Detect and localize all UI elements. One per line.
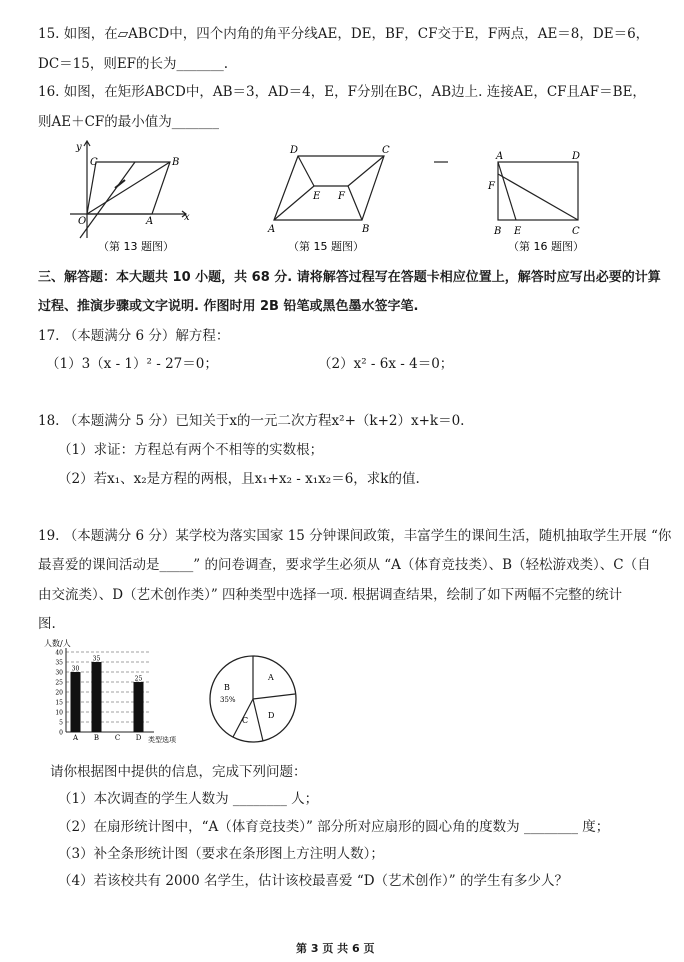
pie-label-b: B (224, 683, 230, 692)
bar-chart-xlabel: 类型选项 (148, 736, 176, 744)
bar-ytick-label: 40 (55, 649, 63, 657)
section3-line1: 三、解答题：本大题共 10 小题，共 68 分. 请将解答过程写在答题卡相应位置上，解答时应写出必要的计算 (38, 270, 661, 285)
fig16-diagram (434, 162, 578, 220)
pie-label-c: C (242, 716, 249, 725)
fig16-label-c: C (572, 226, 580, 237)
bar-ytick-label: 0 (59, 729, 63, 737)
bar-d (134, 682, 144, 732)
pie-annotation-b: 35% (220, 696, 236, 704)
pie-chart (206, 652, 302, 748)
q15-line2: DC＝15，则EF的长为_______. (38, 56, 229, 72)
fig16-caption: （第 16 题图） (508, 240, 584, 253)
fig15-label-a: A (268, 224, 276, 235)
pie-divider-ad (253, 694, 295, 699)
fig13-caption: （第 13 题图） (98, 240, 174, 253)
fig13-label-x: x (184, 212, 190, 223)
q19-sub1: （1）本次调查的学生人数为 ________ 人； (58, 791, 319, 807)
fig15-label-d: D (290, 145, 299, 156)
bar-value-label-b: 35 (92, 655, 101, 663)
fig15-label-e: E (313, 191, 321, 202)
q15-line1: 15. 如图，在▱ABCD中，四个内角的角平分线AE，DE，BF，CF交于E，F两点，AE＝8，DE＝6， (38, 26, 650, 42)
q17-title: 17. （本题满分 6 分）解方程： (38, 328, 230, 344)
pie-divider-dc (253, 699, 263, 741)
q16-line2: 则AE＋CF的最小值为_______ (38, 114, 220, 130)
fig16-label-a: A (496, 151, 504, 162)
q18-title: 18. （本题满分 5 分）已知关于x的一元二次方程x²+（k+2）x+k＝0. (38, 413, 465, 429)
q19-sub2: （2）在扇形统计图中，“A（体育竞技类）” 部分所对应扇形的圆心角的度数为 ________ 度； (58, 819, 610, 835)
fig16-label-d: D (572, 151, 581, 162)
bar-ytick-label: 30 (55, 669, 63, 677)
fig13-label-b: B (172, 157, 180, 168)
bar-ytick-label: 5 (59, 719, 63, 727)
q17-part1: （1）3（x - 1）² - 27＝0； (46, 356, 218, 372)
bar-chart (44, 638, 194, 748)
q19-intro: 请你根据图中提供的信息，完成下列问题： (50, 764, 307, 780)
bar-a (71, 672, 81, 732)
fig13-diagram (70, 141, 186, 238)
bar-category-label-a: A (72, 734, 79, 742)
q16-line1: 16. 如图，在矩形ABCD中，AB＝3，AD＝4，E，F分别在BC，AB边上. 连接AE，CF且AF＝BE， (38, 84, 646, 100)
figures-row (60, 140, 660, 258)
page-footer: 第 3 页 共 6 页 (296, 942, 375, 955)
fig15-label-b: B (362, 224, 370, 235)
fig13-label-c: C (90, 157, 98, 168)
q19-line3: 由交流类）、D（艺术创作类）” 四种类型中选择一项. 根据调查结果，绘制了如下两幅不完整的统计 (38, 587, 623, 603)
fig13-label-a: A (146, 216, 154, 227)
q18-part2: （2）若x₁、x₂是方程的两根，且x₁+x₂ - x₁x₂＝6，求k的值. (58, 471, 420, 487)
q18-part1: （1）求证：方程总有两个不相等的实数根； (58, 442, 324, 458)
q19-line1: 19. （本题满分 6 分）某学校为落实国家 15 分钟课间政策，丰富学生的课间生活，随机抽取学生开展 “你 (38, 528, 672, 544)
fig13-label-o: O (78, 216, 87, 227)
fig15-label-c: C (382, 145, 390, 156)
bar-category-label-c: C (114, 734, 121, 742)
q19-line4: 图. (38, 616, 56, 632)
fig16-label-f: F (488, 181, 495, 192)
pie-label-d: D (268, 711, 275, 720)
section3-line2: 过程、推演步骤或文字说明. 作图时用 2B 铅笔或黑色墨水签字笔. (38, 299, 419, 314)
q19-sub4: （4）若该校共有 2000 名学生，估计该校最喜爱 “D（艺术创作）” 的学生有多少人？ (58, 873, 568, 889)
bar-category-label-b: B (93, 734, 100, 742)
q19-line2: 最喜爱的课间活动是_____” 的问卷调查，要求学生必须从 “A（体育竞技类）、B（轻松游戏类）、C（自 (38, 557, 651, 573)
fig16-label-b: B (494, 226, 502, 237)
bar-value-label-a: 30 (71, 665, 80, 673)
bar-category-label-d: D (135, 734, 142, 742)
bar-ytick-label: 35 (55, 659, 63, 667)
bar-ytick-label: 25 (55, 679, 63, 687)
fig15-caption: （第 15 题图） (288, 240, 364, 253)
bar-value-label-d: 25 (134, 675, 143, 683)
fig13-label-y: y (76, 142, 82, 153)
q19-sub3: （3）补全条形统计图（要求在条形图上方注明人数）； (58, 846, 384, 862)
fig16-label-e: E (514, 226, 522, 237)
q17-part2: （2）x² - 6x - 4＝0； (318, 356, 454, 372)
bar-chart-ylabel: 人数/人 (44, 639, 71, 648)
pie-label-a: A (268, 673, 274, 682)
fig15-diagram (274, 156, 384, 220)
fig15-label-f: F (338, 191, 345, 202)
bar-ytick-label: 10 (55, 709, 63, 717)
bar-ytick-label: 15 (55, 699, 63, 707)
bar-ytick-label: 20 (55, 689, 63, 697)
bar-b (92, 662, 102, 732)
